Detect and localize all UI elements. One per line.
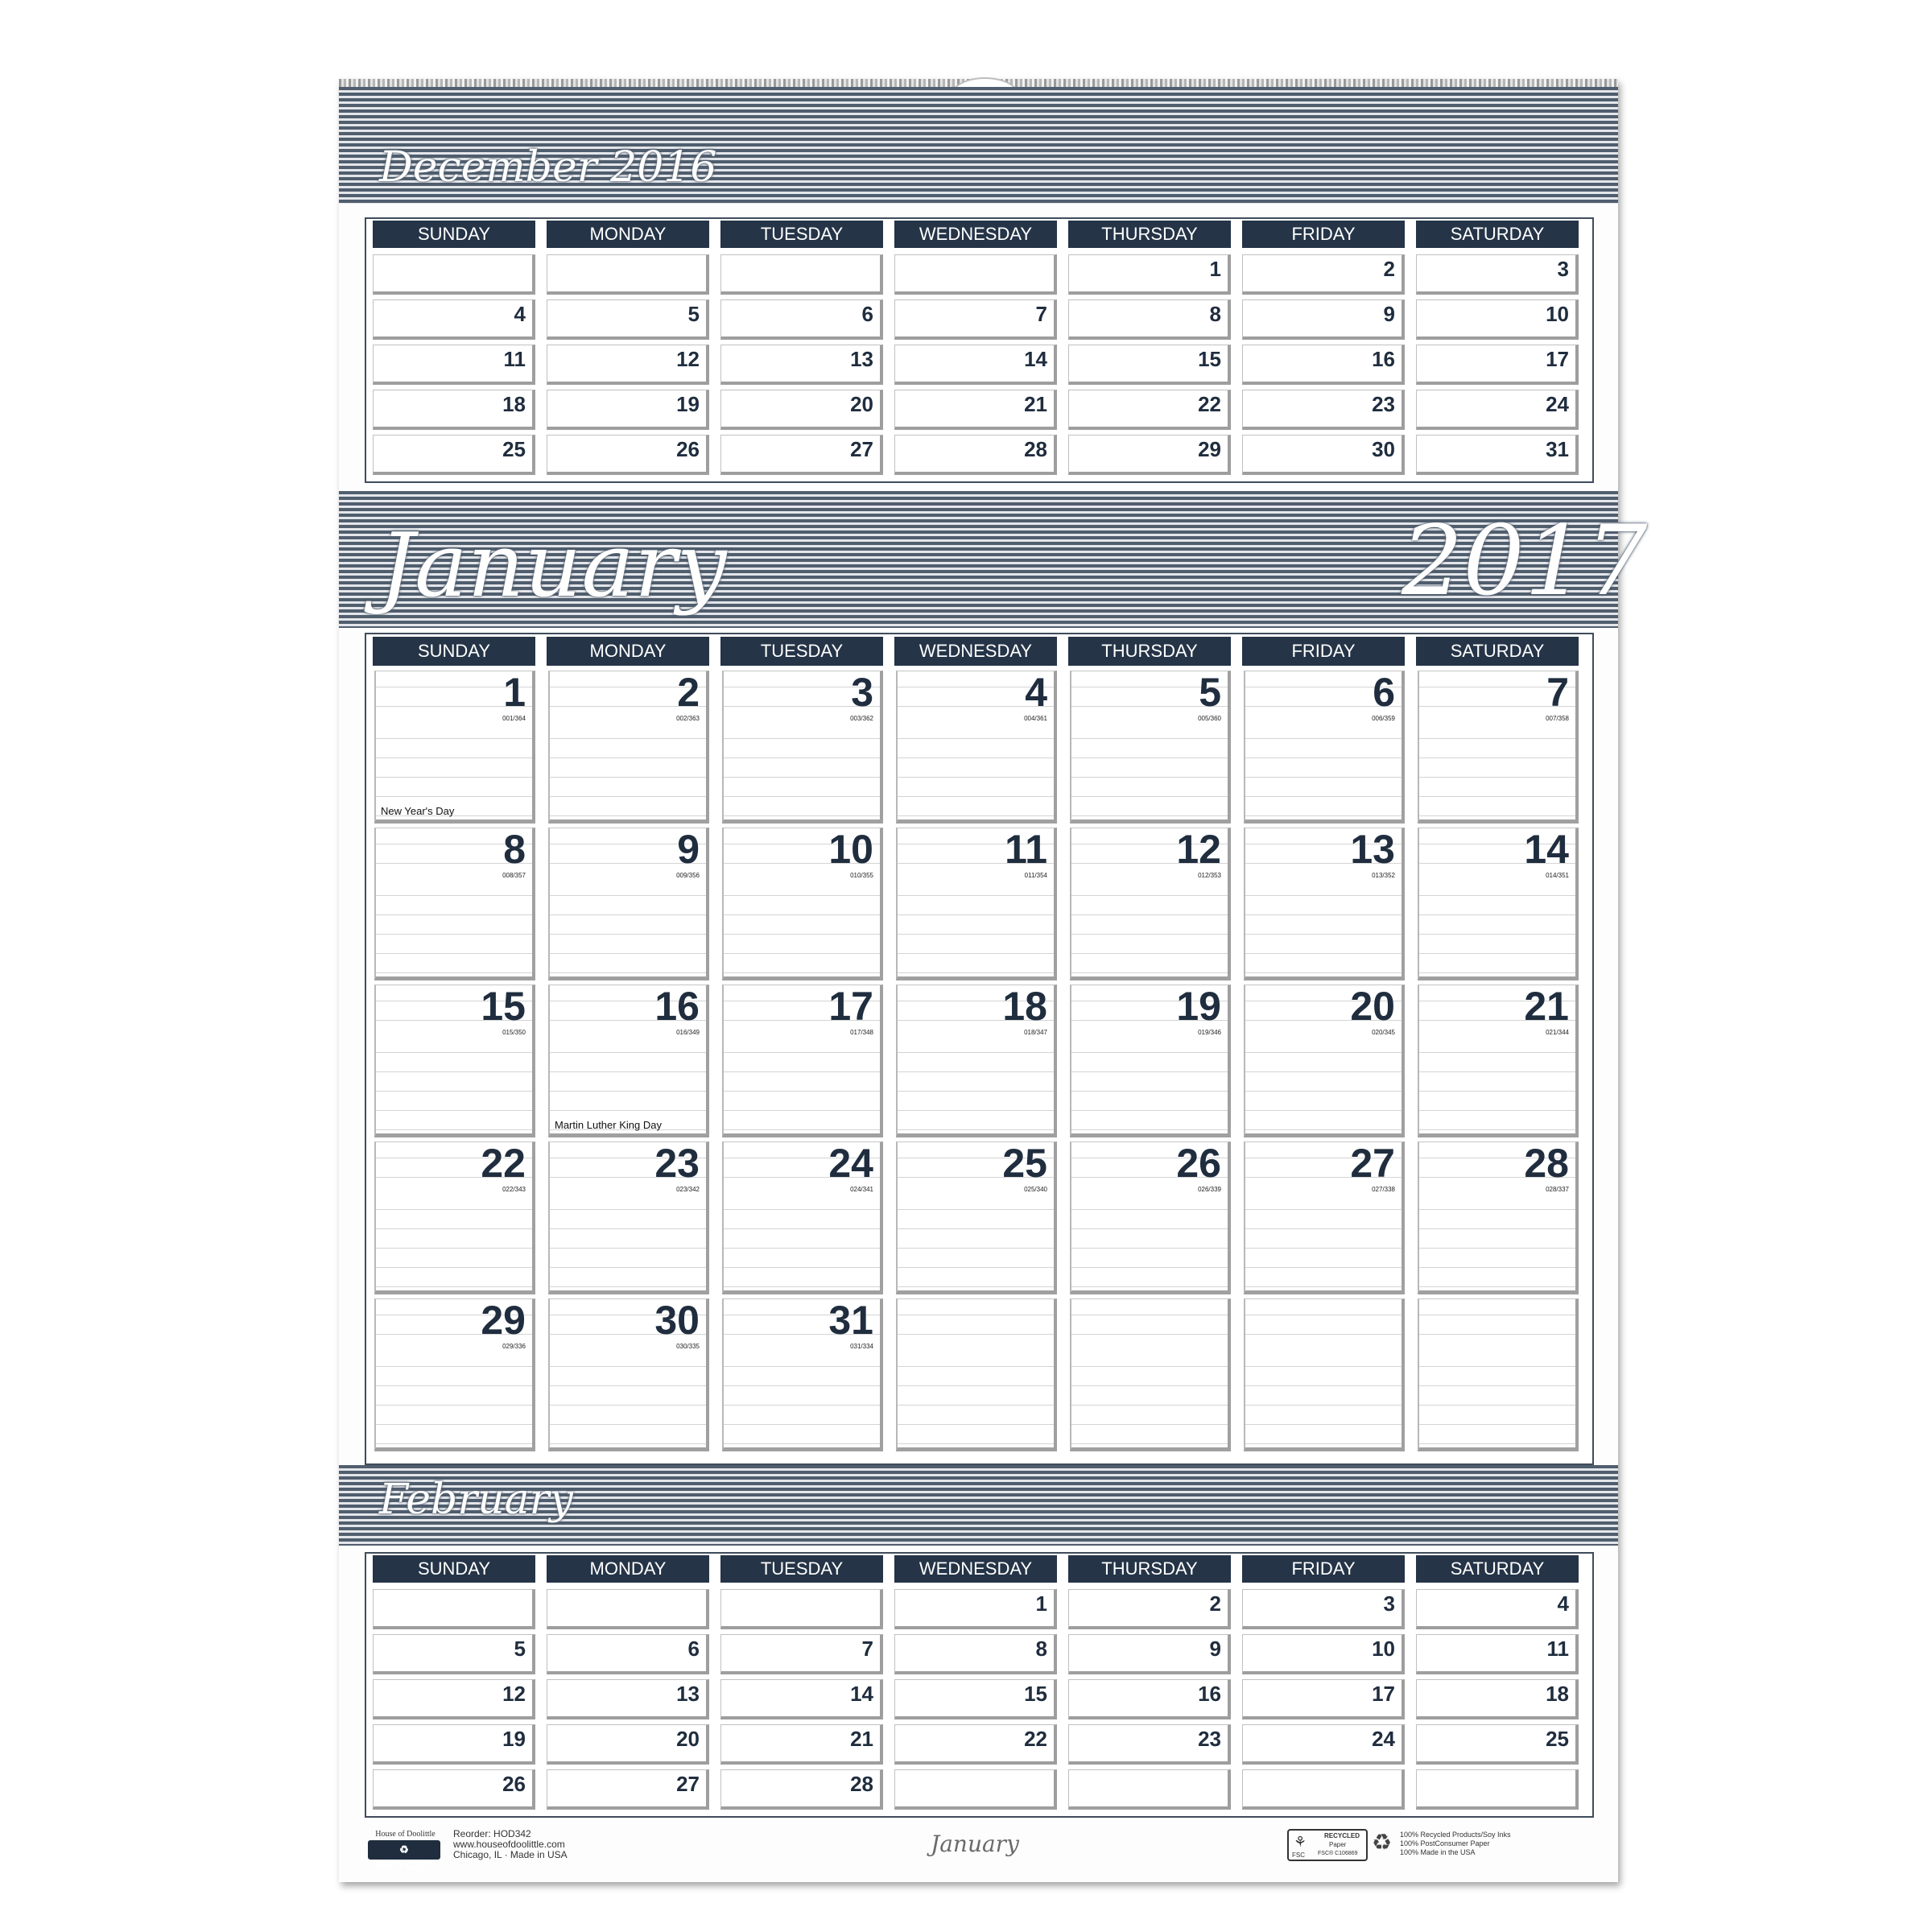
february-day-number: 5 [514,1637,526,1661]
january-day-cell [374,828,535,980]
december-day-number: 12 [676,347,700,371]
day-of-year: 022/343 [502,1186,526,1193]
december-day-number: 26 [676,437,700,461]
february-day-number: 26 [502,1772,526,1796]
day-of-year: 026/339 [1198,1186,1221,1193]
december-weekday-sunday: SUNDAY [373,221,535,248]
december-day-number: 3 [1557,257,1569,281]
made-in-location: Chicago, IL · Made in USA [453,1849,568,1860]
february-day-cell [894,1679,1057,1719]
december-day-cell [720,390,883,430]
february-day-number: 21 [850,1727,873,1751]
january-day-cell [374,985,535,1137]
february-day-number: 4 [1557,1591,1569,1616]
february-day-number: 22 [1024,1727,1047,1751]
january-day-number: 22 [481,1141,526,1186]
december-day-cell [720,345,883,385]
day-of-year: 004/361 [1024,715,1047,722]
february-day-cell [1416,1679,1579,1719]
january-day-number: 21 [1524,984,1569,1029]
january-day-cell [896,1298,1057,1451]
february-day-cell [894,1769,1057,1810]
december-day-number: 29 [1198,437,1221,461]
january-day-number: 2 [677,670,700,715]
december-day-number: 14 [1024,347,1047,371]
february-day-cell [1068,1679,1231,1719]
january-day-number: 23 [654,1141,700,1186]
february-day-number: 12 [502,1682,526,1706]
wall-calendar-page [339,79,1648,1882]
december-day-cell [1416,435,1579,475]
january-day-cell [374,1298,535,1451]
day-of-year: 014/351 [1546,872,1569,879]
december-weekday-saturday: SATURDAY [1416,221,1579,248]
december-day-cell [1416,390,1579,430]
december-day-number: 19 [676,392,700,416]
january-day-cell [1244,671,1405,824]
december-weekday-friday: FRIDAY [1242,221,1405,248]
february-day-number: 15 [1024,1682,1047,1706]
day-of-year: 027/338 [1372,1186,1395,1193]
december-day-number: 25 [502,437,526,461]
day-of-year: 009/356 [676,872,700,879]
january-day-cell [722,1141,883,1294]
january-weekday-friday: FRIDAY [1242,637,1405,666]
december-day-number: 16 [1372,347,1395,371]
january-day-cell [722,985,883,1137]
december-day-cell [1242,435,1405,475]
january-day-cell [548,1141,709,1294]
february-day-number: 16 [1198,1682,1221,1706]
december-day-cell [1416,345,1579,385]
december-day-cell [1242,254,1405,295]
december-day-number: 15 [1198,347,1221,371]
day-of-year: 001/364 [502,715,526,722]
january-day-number: 10 [828,827,873,872]
february-day-cell [1242,1724,1405,1765]
february-weekday-tuesday: TUESDAY [720,1555,883,1583]
february-day-cell [1242,1679,1405,1719]
february-weekday-friday: FRIDAY [1242,1555,1405,1583]
january-day-cell [722,671,883,824]
february-day-cell [894,1589,1057,1629]
january-weekday-tuesday: TUESDAY [720,637,883,666]
february-day-cell [894,1724,1057,1765]
february-weekday-sunday: SUNDAY [373,1555,535,1583]
day-of-year: 012/353 [1198,872,1221,879]
february-day-cell [1068,1724,1231,1765]
december-day-number: 28 [1024,437,1047,461]
december-weekday-monday: MONDAY [547,221,709,248]
eco-line-1: 100% Recycled Products/Soy Inks [1400,1831,1511,1839]
brand-name: House of Doolittle [375,1830,436,1839]
december-day-number: 9 [1383,302,1395,326]
february-day-number: 1 [1035,1591,1047,1616]
month-footer-mark: January [931,1831,1019,1857]
february-day-cell [1416,1724,1579,1765]
recycled-badge [368,1840,440,1872]
february-day-cell [547,1679,709,1719]
december-day-number: 18 [502,392,526,416]
day-of-year: 011/354 [1024,872,1047,879]
february-day-cell [547,1724,709,1765]
january-day-cell [1418,828,1579,980]
february-weekday-monday: MONDAY [547,1555,709,1583]
december-day-cell [1416,299,1579,340]
february-day-number: 2 [1209,1591,1221,1616]
february-day-number: 11 [1546,1637,1569,1661]
january-day-cell [1070,1298,1231,1451]
recycle-icon: ♻ [399,1843,409,1856]
january-day-number: 9 [677,827,700,872]
december-day-number: 7 [1035,302,1047,326]
february-day-number: 24 [1372,1727,1395,1751]
eco-line-3: 100% Made in the USA [1400,1848,1476,1856]
february-day-number: 6 [687,1637,700,1661]
december-day-number: 13 [850,347,873,371]
day-of-year: 008/357 [502,872,526,879]
january-day-number: 24 [828,1141,873,1186]
january-day-cell [1070,671,1231,824]
december-day-number: 1 [1209,257,1221,281]
january-day-cell [548,985,709,1137]
january-day-cell [896,671,1057,824]
website-url: www.houseofdoolittle.com [453,1839,565,1850]
january-day-cell [896,828,1057,980]
holiday-label: Martin Luther King Day [555,1119,662,1131]
january-day-number: 8 [503,827,526,872]
january-day-number: 12 [1176,827,1221,872]
february-day-number: 13 [676,1682,700,1706]
february-day-number: 20 [676,1727,700,1751]
january-weekday-wednesday: WEDNESDAY [894,637,1057,666]
january-day-number: 13 [1350,827,1395,872]
reorder-number: Reorder: HOD342 [453,1828,531,1839]
january-day-cell [1244,1141,1405,1294]
february-day-cell [720,1589,883,1629]
day-of-year: 017/348 [850,1029,873,1036]
january-weekday-saturday: SATURDAY [1416,637,1579,666]
day-of-year: 015/350 [502,1029,526,1036]
january-weekday-sunday: SUNDAY [373,637,535,666]
december-day-number: 6 [861,302,873,326]
day-of-year: 030/335 [676,1343,700,1350]
december-day-cell [373,435,535,475]
december-day-cell [1068,299,1231,340]
december-day-cell [1416,254,1579,295]
december-day-cell [1068,390,1231,430]
fsc-code: FSC® C106869 [1318,1851,1358,1856]
february-day-number: 10 [1372,1637,1395,1661]
february-weekday-thursday: THURSDAY [1068,1555,1231,1583]
january-day-number: 31 [828,1298,873,1343]
day-of-year: 019/346 [1198,1029,1221,1036]
december-day-cell [894,345,1057,385]
day-of-year: 002/363 [676,715,700,722]
december-day-number: 17 [1546,347,1569,371]
february-day-cell [547,1589,709,1629]
february-day-number: 7 [861,1637,873,1661]
february-day-number: 27 [676,1772,700,1796]
february-day-number: 25 [1546,1727,1569,1751]
day-of-year: 003/362 [850,715,873,722]
december-title: December 2016 [379,143,717,192]
january-day-cell [1244,985,1405,1137]
february-day-number: 19 [502,1727,526,1751]
december-weekday-thursday: THURSDAY [1068,221,1231,248]
january-day-number: 29 [481,1298,526,1343]
december-day-cell [547,390,709,430]
tree-icon: ⚘ [1294,1834,1307,1850]
january-weekday-thursday: THURSDAY [1068,637,1231,666]
december-day-number: 20 [850,392,873,416]
february-day-cell [1242,1634,1405,1674]
december-day-cell [373,254,535,295]
january-day-cell [1070,985,1231,1137]
february-day-cell [373,1724,535,1765]
day-of-year: 018/347 [1024,1029,1047,1036]
december-day-cell [1242,345,1405,385]
january-day-number: 14 [1524,827,1569,872]
january-weekday-monday: MONDAY [547,637,709,666]
december-day-cell [720,435,883,475]
february-day-cell [720,1769,883,1810]
february-day-cell [1068,1769,1231,1810]
january-day-number: 5 [1199,670,1221,715]
january-day-cell [1418,1298,1579,1451]
december-day-cell [720,299,883,340]
january-day-number: 25 [1002,1141,1047,1186]
january-day-number: 15 [481,984,526,1029]
february-day-cell [547,1769,709,1810]
february-weekday-saturday: SATURDAY [1416,1555,1579,1583]
february-day-cell [373,1679,535,1719]
january-day-number: 27 [1350,1141,1395,1186]
day-of-year: 007/358 [1546,715,1569,722]
february-day-number: 14 [850,1682,873,1706]
february-day-cell [720,1679,883,1719]
december-day-number: 11 [503,347,526,371]
february-day-cell [894,1634,1057,1674]
fsc-paper: Paper [1329,1841,1347,1848]
december-day-number: 21 [1024,392,1047,416]
february-day-number: 8 [1035,1637,1047,1661]
january-day-number: 7 [1546,670,1569,715]
january-day-cell [548,1298,709,1451]
february-weekday-wednesday: WEDNESDAY [894,1555,1057,1583]
january-day-cell [896,985,1057,1137]
december-day-number: 8 [1209,302,1221,326]
eco-line-2: 100% PostConsumer Paper [1400,1839,1490,1847]
recycled-badge-label: RECYCLED [375,1860,433,1872]
december-weekday-wednesday: WEDNESDAY [894,221,1057,248]
december-day-cell [894,390,1057,430]
january-day-cell [722,828,883,980]
january-day-number: 3 [851,670,873,715]
day-of-year: 024/341 [850,1186,873,1193]
december-day-number: 24 [1546,392,1569,416]
february-day-cell [1416,1769,1579,1810]
january-day-number: 19 [1176,984,1221,1029]
february-day-cell [547,1634,709,1674]
february-day-cell [1068,1589,1231,1629]
january-day-cell [1070,1141,1231,1294]
day-of-year: 028/337 [1546,1186,1569,1193]
day-of-year: 023/342 [676,1186,700,1193]
december-day-cell [894,435,1057,475]
december-weekday-tuesday: TUESDAY [720,221,883,248]
february-day-number: 3 [1383,1591,1395,1616]
january-year-title: 2017 [1402,506,1648,617]
february-day-cell [1416,1634,1579,1674]
february-day-cell [720,1634,883,1674]
january-day-cell [1244,1298,1405,1451]
february-day-cell [720,1724,883,1765]
december-day-cell [894,299,1057,340]
january-month-title: January [379,514,727,617]
january-day-cell [1418,671,1579,824]
day-of-year: 020/345 [1372,1029,1395,1036]
day-of-year: 031/334 [850,1343,873,1350]
january-day-number: 26 [1176,1141,1221,1186]
january-day-cell [374,1141,535,1294]
february-title: February [379,1476,573,1524]
december-day-number: 10 [1546,302,1569,326]
december-day-number: 27 [850,437,873,461]
december-day-cell [547,299,709,340]
january-day-number: 1 [503,670,526,715]
fsc-label [1287,1829,1368,1861]
february-day-number: 28 [850,1772,873,1796]
december-day-cell [1242,299,1405,340]
january-day-cell [548,671,709,824]
february-day-number: 18 [1546,1682,1569,1706]
december-day-cell [720,254,883,295]
february-day-cell [373,1589,535,1629]
december-day-number: 4 [514,302,526,326]
day-of-year: 025/340 [1024,1186,1047,1193]
day-of-year: 006/359 [1372,715,1395,722]
holiday-label: New Year's Day [381,805,455,817]
december-day-cell [373,299,535,340]
december-day-cell [894,254,1057,295]
january-day-cell [374,671,535,824]
december-day-number: 5 [687,302,700,326]
january-day-number: 17 [828,984,873,1029]
december-day-cell [1242,390,1405,430]
january-day-number: 28 [1524,1141,1569,1186]
december-day-number: 2 [1383,257,1395,281]
december-day-number: 22 [1198,392,1221,416]
february-day-cell [1242,1769,1405,1810]
december-day-cell [547,435,709,475]
february-day-cell [1242,1589,1405,1629]
january-day-number: 16 [654,984,700,1029]
february-day-cell [373,1634,535,1674]
december-day-cell [1068,254,1231,295]
january-day-cell [1418,1141,1579,1294]
day-of-year: 029/336 [502,1343,526,1350]
fsc-logo-text: FSC [1292,1852,1305,1859]
january-day-cell [722,1298,883,1451]
january-day-cell [1244,828,1405,980]
january-day-cell [896,1141,1057,1294]
february-day-number: 17 [1372,1682,1395,1706]
december-day-cell [547,254,709,295]
day-of-year: 021/344 [1546,1029,1569,1036]
december-day-cell [1068,345,1231,385]
recycle-icon: ♻ [1372,1830,1393,1855]
february-day-cell [1416,1589,1579,1629]
fsc-recycled: RECYCLED [1324,1832,1360,1839]
december-day-cell [547,345,709,385]
january-day-number: 6 [1373,670,1395,715]
december-day-cell [373,390,535,430]
december-day-number: 31 [1546,437,1569,461]
december-day-number: 23 [1372,392,1395,416]
january-day-cell [548,828,709,980]
december-day-cell [373,345,535,385]
january-day-number: 30 [654,1298,700,1343]
january-day-cell [1070,828,1231,980]
february-day-number: 9 [1209,1637,1221,1661]
january-day-number: 18 [1002,984,1047,1029]
february-day-cell [1068,1634,1231,1674]
december-day-cell [1068,435,1231,475]
day-of-year: 013/352 [1372,872,1395,879]
day-of-year: 016/349 [676,1029,700,1036]
february-day-number: 23 [1198,1727,1221,1751]
day-of-year: 005/360 [1198,715,1221,722]
january-day-number: 11 [1005,827,1047,872]
february-day-cell [373,1769,535,1810]
day-of-year: 010/355 [850,872,873,879]
january-day-cell [1418,985,1579,1137]
december-day-number: 30 [1372,437,1395,461]
january-day-number: 4 [1025,670,1047,715]
january-day-number: 20 [1350,984,1395,1029]
